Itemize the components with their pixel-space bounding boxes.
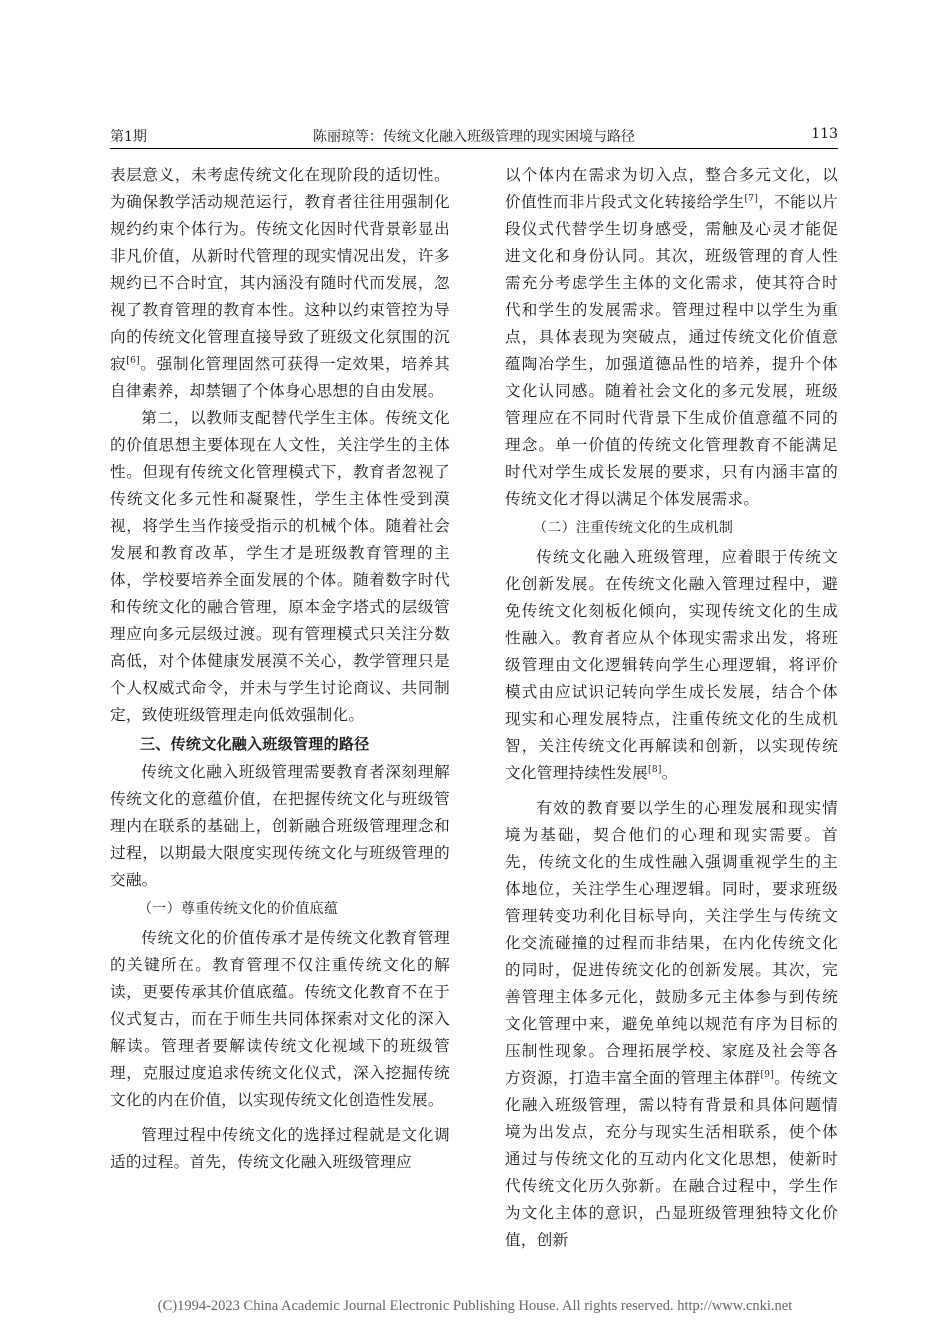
citation-ref[interactable]: [8] [648,764,662,775]
left-column [110,162,450,1176]
article-title-header: 陈丽琼等：传统文化融入班级管理的现实困境与路径 [313,129,635,145]
copyright-footer: (C)1994-2023 China Academic Journal Electronic Publishing House. All rights reserved. http://www.cnki.net [157,1298,793,1314]
paragraph: 传统文化的价值传承才是传统文化教育管理的关键所在。教育管理不仅注重传统文化的解读，更要传承其价值底蕴。传统文化教育不在于仪式复古，而在于师生共同体探索对文化的深入解读。管理者要解读传统文化视域下的班级管理，克服过度追求传统文化仪式，深入挖掘传统文化的内在价值，以实现传统文化创造性发展。 [110,929,450,1109]
citation-ref[interactable]: [7] [744,193,759,204]
paragraph: 传统文化融入班级管理，应着眼于传统文化创新发展。在传统文化融入管理过程中，避免传统文化刻板化倾向，实现传统文化的生成性融入。教育者应从个体现实需求出发，将班级管理由文化逻辑转向学生心理逻辑，将评价模式由应试识记转向学生成长发展，结合个体现实和心理发展特点，注重传统文化的生成机智，关注传统文化再解读和创新，以实现传统文化管理持续性发展[8]。 [505,548,838,782]
paragraph: 第二，以教师支配替代学生主体。传统文化的价值思想主要体现在人文性，关注学生的主体性。但现有传统文化管理模式下，教育者忽视了传统文化多元性和凝聚性，学生主体性受到漠视，将学生当作接受指示的机械个体。随着社会发展和教育改革，学生才是班级教育管理的主体，学校要培养全面发展的个体。随着数字时代和传统文化的融合管理，原本金字塔式的层级管理应向多元层级过渡。现有管理模式只关注分数高低，对个体健康发展漠不关心，教学管理只是个人权威式命令，并未与学生讨论商议、共同制定，致使班级管理走向低效强制化。 [110,409,450,724]
citation-ref[interactable]: [9] [760,1069,775,1080]
page-number: 113 [811,126,838,142]
paragraph: 管理过程中传统文化的选择过程就是文化调适的过程。首先，传统文化融入班级管理应 [110,1126,450,1171]
paragraph: 传统文化融入班级管理需要教育者深刻理解传统文化的意蕴价值，在把握传统文化与班级管理内在联系的基础上，创新融合班级管理理念和过程，以期最大限度实现传统文化与班级管理的交融。 [110,763,450,889]
citation-ref[interactable]: [6] [126,355,140,366]
subsection-heading: （二）注重传统文化的生成机制 [533,520,734,536]
issue-number: 第1期 [110,129,147,145]
subsection-heading: （一）尊重传统文化的价值底蕴 [138,901,339,917]
paragraph: 表层意义，未考虑传统文化在现阶段的适切性。为确保教学活动规范运行，教育者往往用强制化规约约束个体行为。传统文化因时代背景彰显出非凡价值，从新时代管理的现实情况出发，许多规约已不合时宜，其内涵没有随时代而发展，忽视了教育管理的教育本性。这种以约束管控为导向的传统文化管理直接导致了班级文化氛围的沉寂[6]。强制化管理固然可获得一定效果，培养其自律素养，却禁锢了个体身心思想的自由发展。 [110,166,450,400]
right-column [505,162,838,1254]
running-header [110,124,838,149]
paragraph: 有效的教育要以学生的心理发展和现实情境为基础，契合他们的心理和现实需要。首先，传统文化的生成性融入强调重视学生的主体地位，关注学生心理逻辑。同时，要求班级管理转变功利化目标导向，关注学生与传统文化交流碰撞的过程而非结果，在内化传统文化的同时，促进传统文化的创新发展。其次，完善管理主体多元化，鼓励多元主体参与到传统文化管理中来，避免单纯以规范有序为目标的压制性现象。合理拓展学校、家庭及社会等各方资源，打造丰富全面的管理主体群[9]。传统文化融入班级管理，需以特有背景和具体问题情境为出发点，充分与现实生活相联系，使个体通过与传统文化的互动内化文化思想，使新时代传统文化历久弥新。在融合过程中，学生作为文化主体的意识，凸显班级管理独特文化价值，创新 [505,799,838,1249]
paragraph: 以个体内在需求为切入点，整合多元文化，以价值性而非片段式文化转接给学生[7]，不能以片段仪式代替学生切身感受，需触及心灵才能促进文化和身份认同。其次，班级管理的育人性需充分考虑学生主体的文化需求，使其符合时代和学生的发展需求。管理过程中以学生为重点，具体表现为突破点，通过传统文化价值意蕴陶冶学生，加强道德品性的培养，提升个体文化认同感。随着社会文化的多元发展，班级管理应在不同时代背景下生成价值意蕴不同的理念。单一价值的传统文化管理教育不能满足时代对学生成长发展的要求，只有内涵丰富的传统文化才得以满足个体发展需求。 [505,166,838,508]
section-heading: 三、传统文化融入班级管理的路径 [140,735,370,753]
